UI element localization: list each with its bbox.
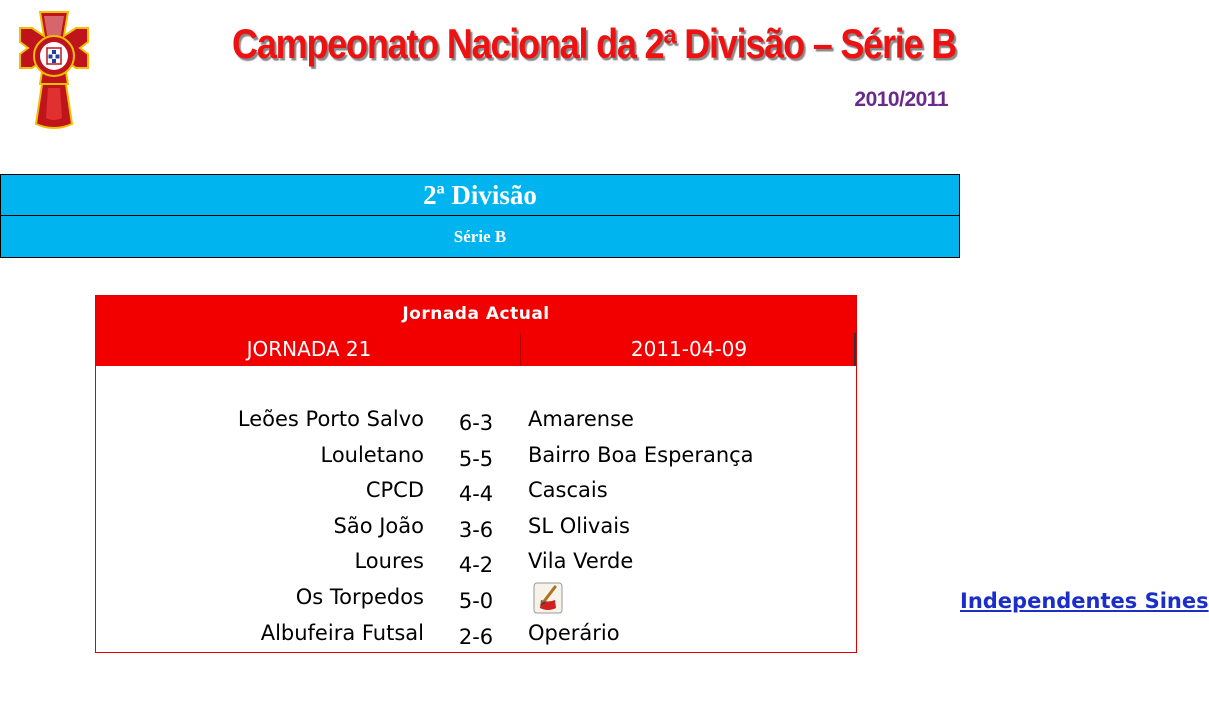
home-team: Louletano bbox=[320, 442, 424, 467]
column-divider bbox=[520, 333, 521, 366]
series-title: Série B bbox=[453, 227, 507, 246]
match-row bbox=[96, 545, 856, 581]
home-team: Loures bbox=[354, 549, 424, 574]
match-row bbox=[96, 617, 856, 653]
panel-heading: Jornada Actual bbox=[96, 296, 856, 333]
round-date: 2011-04-09 bbox=[630, 337, 748, 361]
match-list bbox=[96, 403, 1209, 652]
match-row bbox=[96, 581, 1209, 617]
match-row bbox=[96, 510, 856, 546]
match-score: 5-0 bbox=[458, 588, 494, 613]
match-row bbox=[96, 403, 856, 439]
club-badge-icon bbox=[533, 582, 563, 614]
match-score: 3-6 bbox=[458, 517, 494, 542]
division-banner bbox=[0, 174, 960, 216]
away-team-cell bbox=[528, 585, 1209, 617]
match-score: 2-6 bbox=[458, 624, 494, 649]
division-title: 2ª Divisão bbox=[423, 180, 537, 210]
round-info-row bbox=[96, 333, 856, 366]
away-team: Operário bbox=[528, 620, 620, 645]
away-team: Vila Verde bbox=[528, 549, 634, 574]
match-score: 4-4 bbox=[458, 482, 494, 507]
current-round-panel bbox=[95, 295, 1209, 653]
away-team: SL Olivais bbox=[528, 513, 630, 538]
away-team: Amarense bbox=[528, 407, 634, 431]
season-label: 2010/2011 bbox=[854, 88, 948, 111]
home-team: Os Torpedos bbox=[295, 584, 424, 609]
fpf-crest-icon bbox=[14, 6, 94, 140]
match-row bbox=[96, 474, 856, 510]
round-number: JORNADA 21 bbox=[246, 337, 372, 361]
away-team: Cascais bbox=[528, 478, 608, 503]
home-team: São João bbox=[333, 513, 424, 538]
match-row bbox=[96, 439, 856, 475]
page-title: Campeonato Nacional da 2ª Divisão – Série B bbox=[232, 20, 956, 68]
home-team: Leões Porto Salvo bbox=[237, 407, 424, 431]
match-score: 6-3 bbox=[458, 411, 494, 435]
series-banner bbox=[0, 215, 960, 258]
match-score: 4-2 bbox=[458, 553, 494, 578]
home-team: CPCD bbox=[365, 478, 424, 503]
match-score: 5-5 bbox=[458, 446, 494, 471]
row-edge bbox=[854, 333, 856, 366]
away-team-link[interactable]: Independentes Sines bbox=[960, 588, 1209, 613]
home-team: Albufeira Futsal bbox=[260, 620, 424, 645]
away-team: Bairro Boa Esperança bbox=[528, 442, 754, 467]
